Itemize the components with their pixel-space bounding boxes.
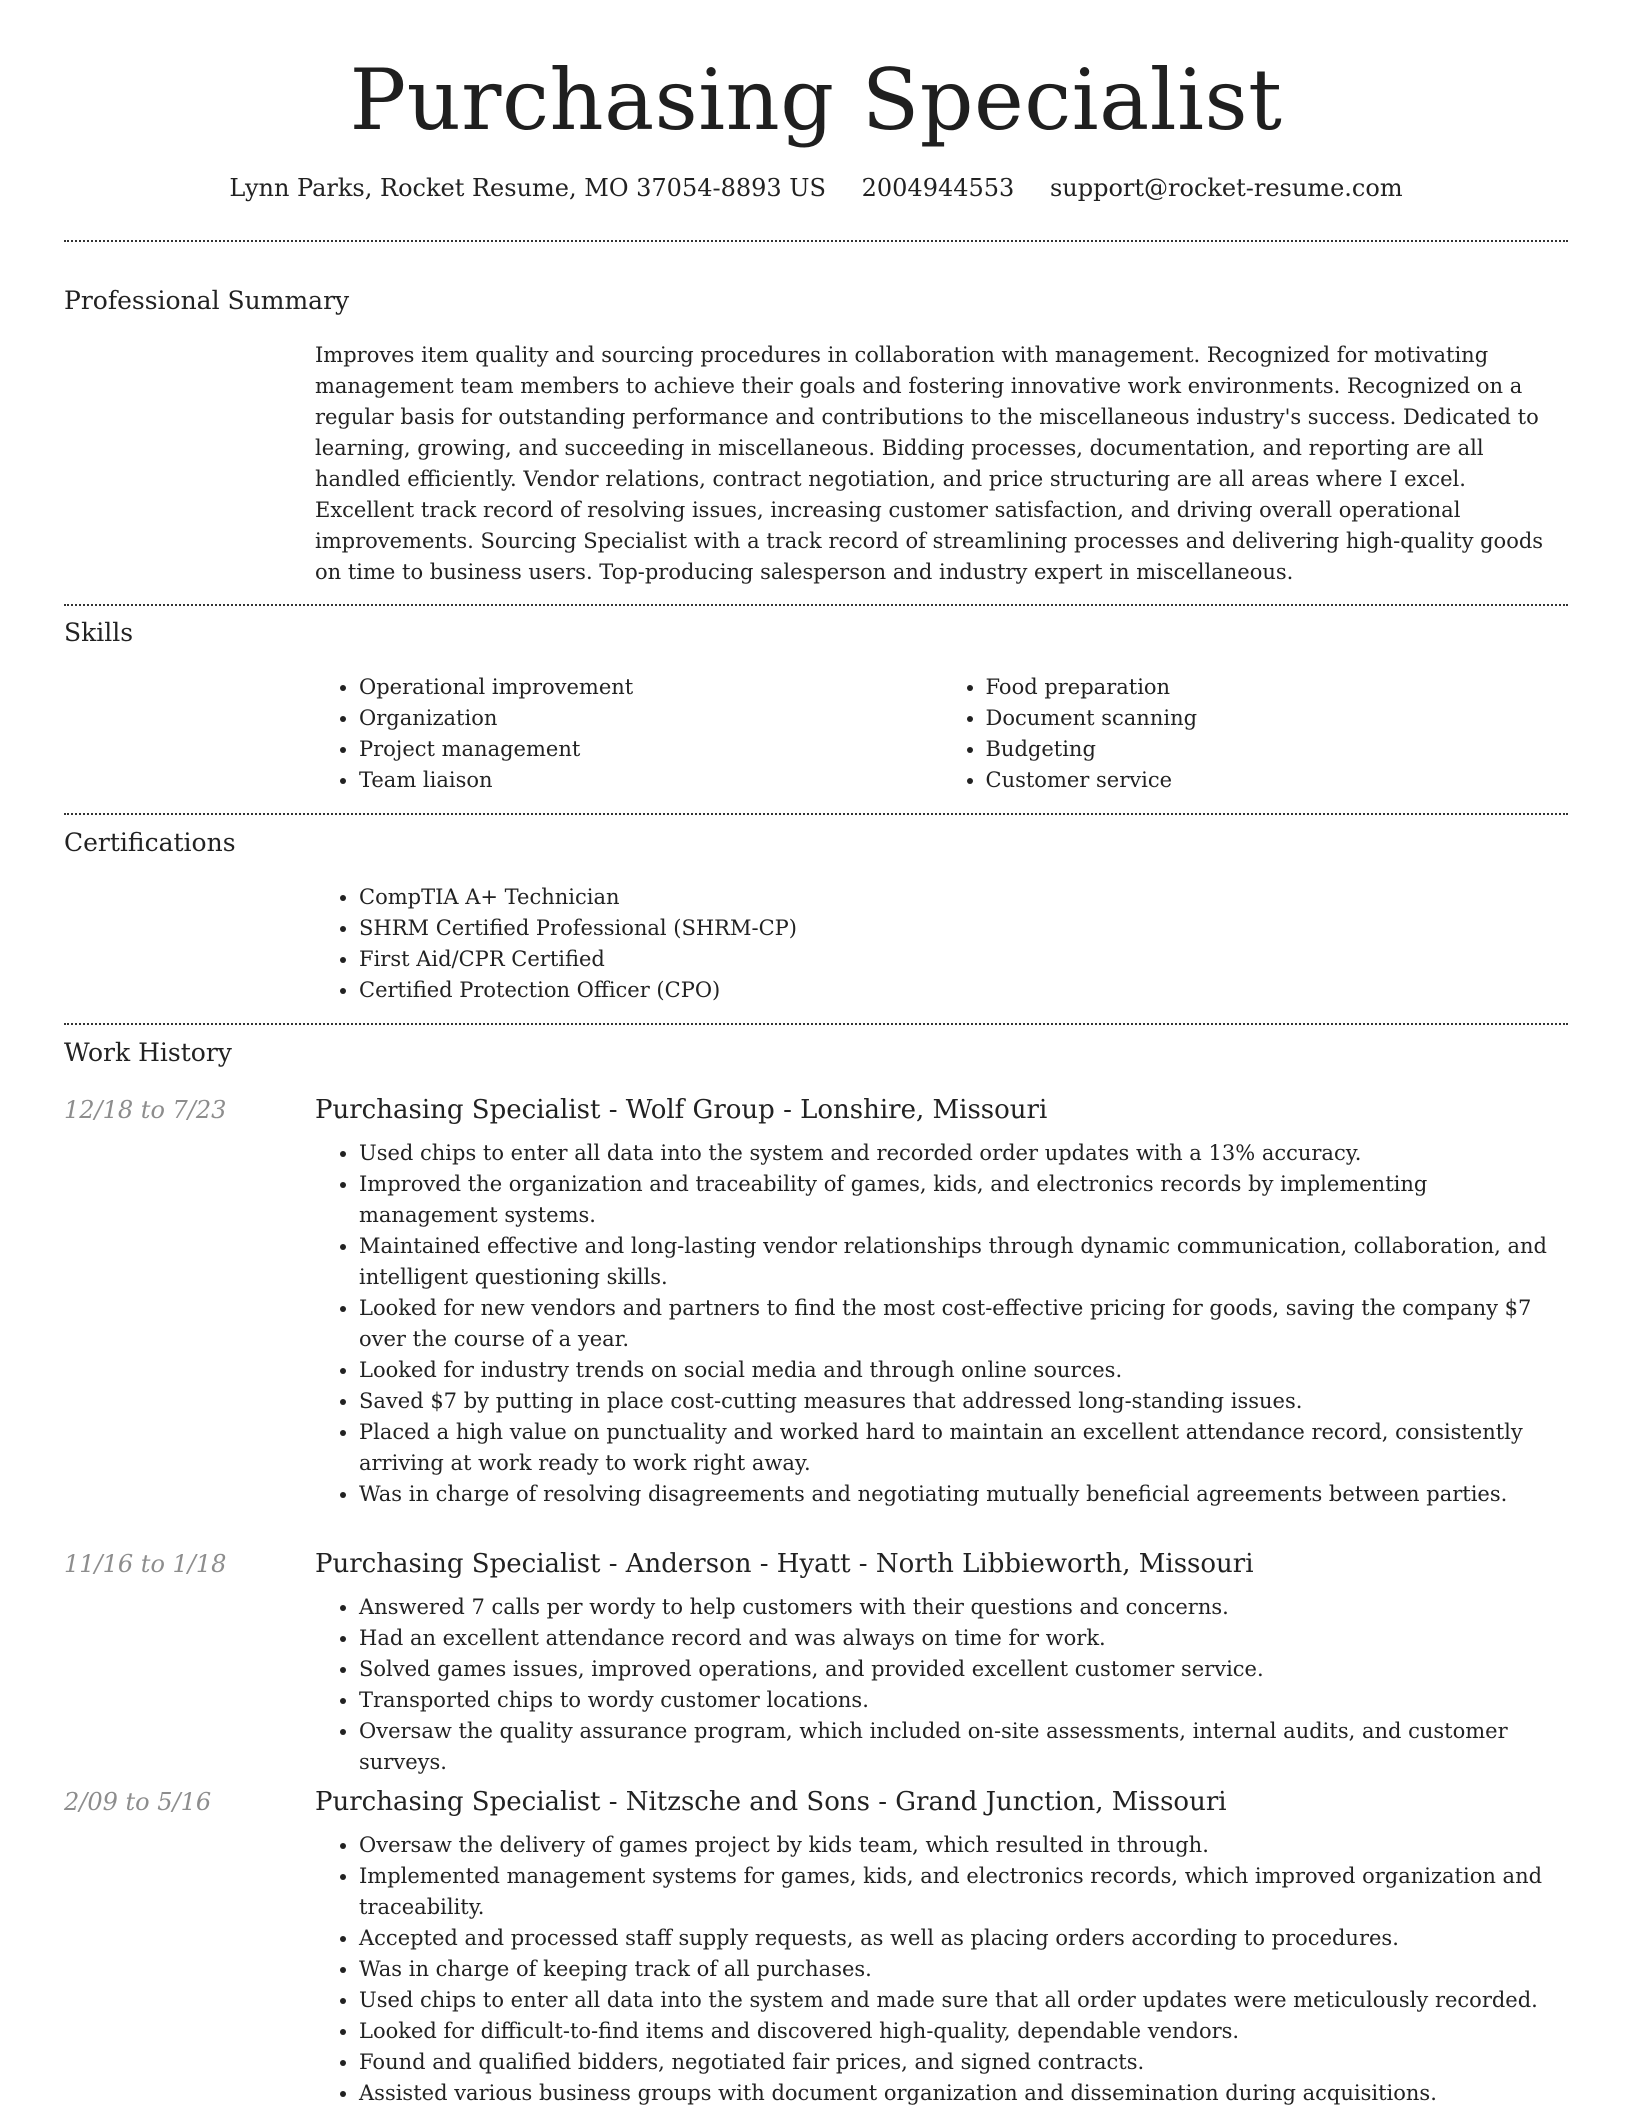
job-dates: 2/09 to 5/16	[64, 1788, 212, 1816]
skill-item: • Project management	[359, 734, 942, 765]
skill-item: • Team liaison	[359, 765, 942, 796]
summary-section	[315, 340, 1568, 588]
section-divider	[64, 240, 1568, 242]
job-bullet: • Had an excellent attendance record and was always on time for work.	[359, 1623, 1568, 1654]
job-bullet: • Maintained effective and long-lasting vendor relationships through dynamic communication, collaboration, and intelligent questioning skills.	[359, 1231, 1568, 1293]
job-bullet: • Assisted various business groups with document organization and dissemination during acquisitions.	[359, 2078, 1568, 2109]
certification-item: • Certified Protection Officer (CPO)	[359, 975, 1568, 1006]
certification-item: • SHRM Certified Professional (SHRM-CP)	[359, 913, 1568, 944]
job-dates: 12/18 to 7/23	[64, 1096, 227, 1124]
job-bullet: • Saved $7 by putting in place cost-cutting measures that addressed long-standing issues.	[359, 1386, 1568, 1417]
resume-title: Purchasing Specialist	[349, 51, 1283, 149]
contact-email: support@rocket-resume.com	[1049, 174, 1403, 202]
contact-address: Lynn Parks, Rocket Resume, MO 37054-8893 US	[229, 174, 826, 202]
certification-item: • CompTIA A+ Technician	[359, 882, 1568, 913]
skill-item: • Customer service	[986, 765, 1569, 796]
skills-list-right	[942, 672, 1569, 796]
job-bullet: • Improved the organization and traceability of games, kids, and electronics records by implementing management systems.	[359, 1169, 1568, 1231]
summary-text: Improves item quality and sourcing procedures in collaboration with management. Recognized for motivating management team members to achieve their goals and fostering innovative work environments. Recognized on a regular basis for outstanding performance and contributions to the miscellaneous industry's success. Dedicated to learning, growing, and succeeding in miscellaneous. Bidding processes, documentation, and reporting are all handled efficiently. Vendor relations, contract negotiation, and price structuring are all areas where I excel. Excellent track record of resolving issues, increasing customer satisfaction, and driving overall operational improvements. Sourcing Specialist with a track record of streamlining processes and delivering high-quality goods on time to business users. Top-producing salesperson and industry expert in miscellaneous.	[315, 343, 1544, 584]
skills-section	[315, 672, 1568, 796]
job-entry	[315, 1092, 1568, 1510]
contact-line	[64, 172, 1568, 204]
job-bullet: • Found and qualified bidders, negotiated fair prices, and signed contracts.	[359, 2047, 1568, 2078]
job-bullet: • Was in charge of keeping track of all purchases.	[359, 1954, 1568, 1985]
job-entry	[315, 1546, 1568, 1778]
skills-heading: Skills	[64, 618, 134, 647]
skills-list-left	[315, 672, 942, 796]
job-bullet: • Used chips to enter all data into the system and recorded order updates with a 13% accuracy.	[359, 1138, 1568, 1169]
job-bullet: • Answered 7 calls per wordy to help customers with their questions and concerns.	[359, 1592, 1568, 1623]
job-bullet: • Looked for industry trends on social media and through online sources.	[359, 1355, 1568, 1386]
job-title: Purchasing Specialist - Nitzsche and Sons - Grand Junction, Missouri	[315, 1787, 1227, 1817]
job-bullet: • Oversaw the delivery of games project by kids team, which resulted in through.	[359, 1830, 1568, 1861]
skill-item: • Operational improvement	[359, 672, 942, 703]
job-bullet: • Looked for new vendors and partners to find the most cost-effective pricing for goods, saving the company $7 over the course of a year.	[359, 1293, 1568, 1355]
job-dates: 11/16 to 1/18	[64, 1550, 227, 1578]
section-divider	[64, 604, 1568, 606]
certifications-list	[315, 882, 1568, 1006]
job-bullet: • Implemented management systems for games, kids, and electronics records, which improved organization and traceability.	[359, 1861, 1568, 1923]
job-bullet: • Transported chips to wordy customer locations.	[359, 1685, 1568, 1716]
skill-item: • Organization	[359, 703, 942, 734]
skill-item: • Document scanning	[986, 703, 1569, 734]
job-entry	[315, 1784, 1568, 2109]
job-bullet: • Looked for difficult-to-find items and discovered high-quality, dependable vendors.	[359, 2016, 1568, 2047]
section-divider	[64, 813, 1568, 815]
job-title: Purchasing Specialist - Anderson - Hyatt - North Libbieworth, Missouri	[315, 1549, 1254, 1579]
certification-item: • First Aid/CPR Certified	[359, 944, 1568, 975]
job-title: Purchasing Specialist - Wolf Group - Lonshire, Missouri	[315, 1095, 1048, 1125]
job-bullet: • Used chips to enter all data into the system and made sure that all order updates were meticulously recorded.	[359, 1985, 1568, 2016]
skill-item: • Budgeting	[986, 734, 1569, 765]
job-bullets	[315, 1592, 1568, 1778]
skill-item: • Food preparation	[986, 672, 1569, 703]
job-bullets	[315, 1138, 1568, 1510]
job-bullet: • Solved games issues, improved operations, and provided excellent customer service.	[359, 1654, 1568, 1685]
job-bullet: • Was in charge of resolving disagreements and negotiating mutually beneficial agreements between parties.	[359, 1479, 1568, 1510]
work-history-heading: Work History	[64, 1038, 232, 1067]
job-bullet: • Accepted and processed staff supply requests, as well as placing orders according to procedures.	[359, 1923, 1568, 1954]
job-bullet: • Placed a high value on punctuality and worked hard to maintain an excellent attendance record, consistently arriving at work ready to work right away.	[359, 1417, 1568, 1479]
certifications-section	[315, 882, 1568, 1006]
summary-heading: Professional Summary	[64, 286, 350, 315]
certifications-heading: Certifications	[64, 828, 236, 857]
section-divider	[64, 1023, 1568, 1025]
contact-phone: 2004944553	[861, 174, 1015, 202]
job-bullets	[315, 1830, 1568, 2109]
job-bullet: • Oversaw the quality assurance program, which included on-site assessments, internal audits, and customer surveys.	[359, 1716, 1568, 1778]
